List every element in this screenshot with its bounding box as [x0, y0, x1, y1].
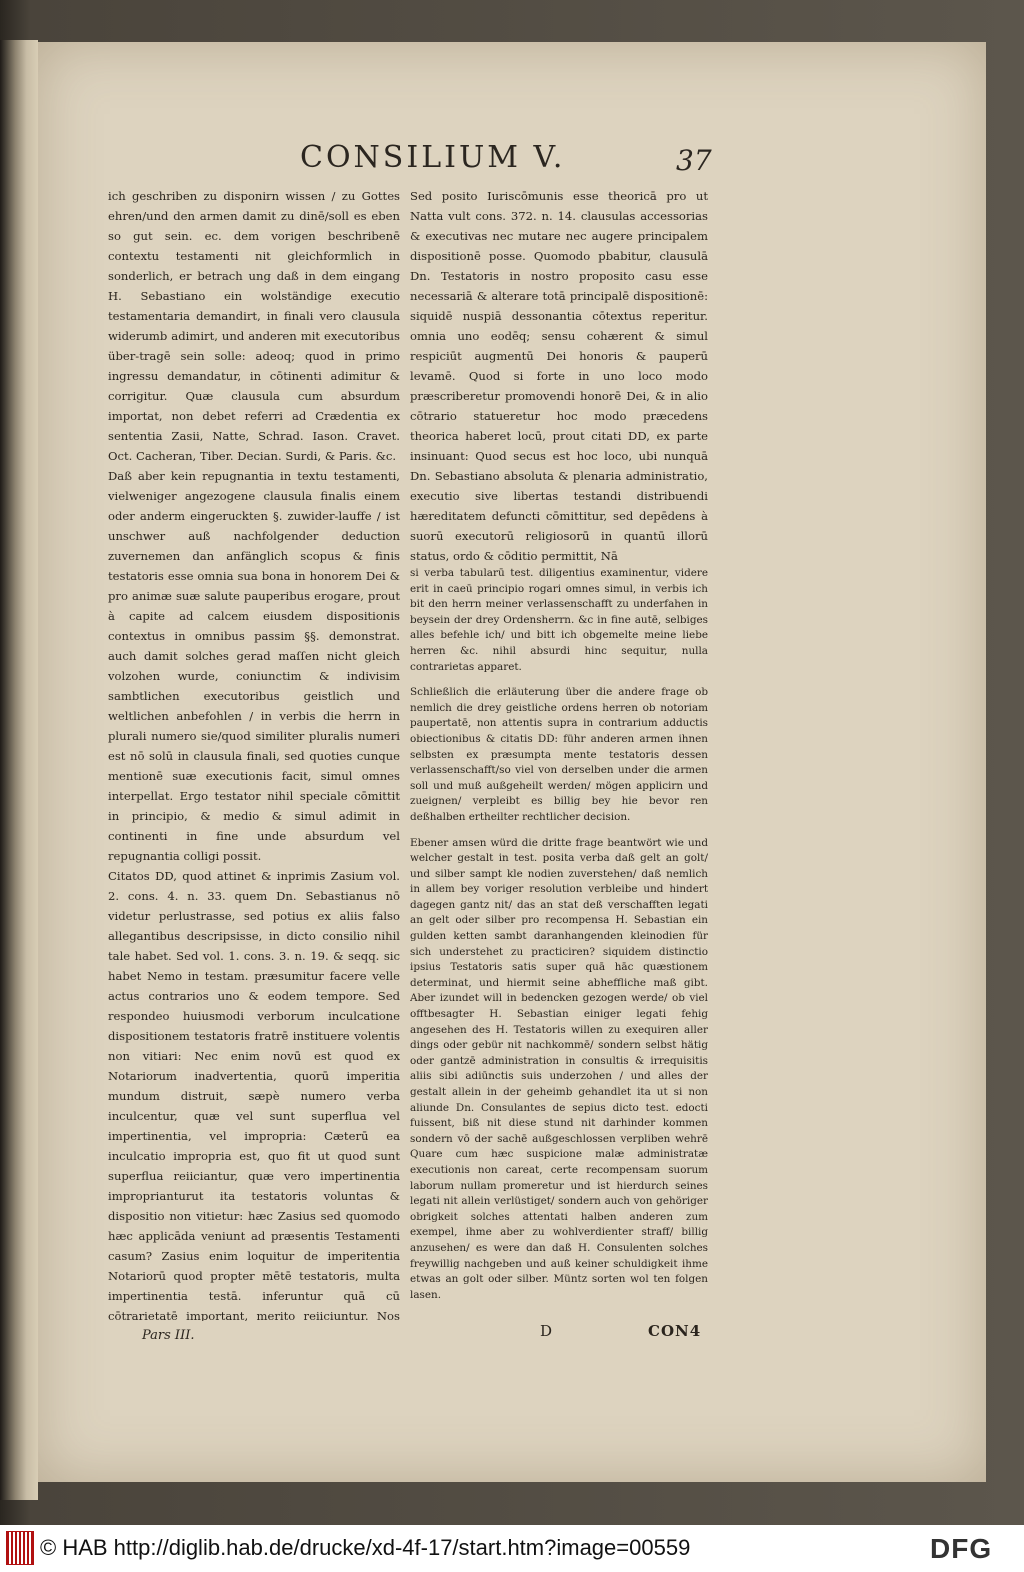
book-spine-edge [0, 40, 38, 1500]
page-number: 37 [676, 144, 712, 177]
left-paragraph-1: ich geschriben zu disponirn wissen / zu Gottes ehren/und den armen damit zu dinē/soll es eben so gut sein. ec. dem vorigen beschribenē contextu testamenti nit gleichformlich in sonderlich, er betrach ung daß in dem eingang H. Sebastiano ein wolständige executio testamentaria demandirt, in finali vero clausula widerumb adimirt, und anderen mit executoribus über-tragē sein solle: adeoq; quod in primo ingressu demandatur, in cōtinenti adimitur & corrigitur. Quæ clausula cum absurdum importat, non debet referri ad Crædentia ex sententia Zasii, Natte, Schrad. Iason. Cravet. Oct. Cacheran, Tiber. Decian. Surdi, & Paris. &c. [108, 189, 400, 463]
credit-link[interactable]: © HAB http://diglib.hab.de/drucke/xd-4f-17/start.htm?image=00559 [40, 1535, 691, 1560]
catchword: CON4 [648, 1322, 702, 1340]
right-small-paragraph-3: Ebener amsen würd die dritte frage beantwört wie und welcher gestalt in test. posita verba daß gelt an golt/ und silber sampt kle nodien zuverstehen/ daß nemlich in allem bey voriger resolution verbleibe und hindert dagegen gantz nit/ das an stat deß verschafften legati an gelt oder silber pro recompensa H. Sebastian ein gulden ketten sambt daranhangenden kleinodien für sich understehet zu practiciren? siquidem distinctio ipsius Testatoris satis super quā hāc quæstionem determinat, und hiermit seine abheffliche maß gibt. Aber izundet will in bedencken gezogen werde/ ob viel offtbesagter H. Sebastian einiger legati fehig angesehen des H. Testatoris willen zu exequiren aller dings oder gebür nit nachkommē/ sondern selbst hätig oder gantzē administration in consultis & irrequisitis aliis sibi adiūnctis suis underzohen / und alles der gestalt allein in der geheimb gehandlet ita ut si non aliunde Dn. Consulantes de sepius dicto test. edocti fuissent, biß nit diese stund nit darhinder kommen sondern vō der sachē außgeschlossen verpliben wehrē Quare cum hæc suspicione malæ administratæ executionis non careat, certe recompensam suorum laborum nullam promeretur und ist hierdurch seines legati nit allein verlüstiget/ sondern auch von gehöriger obrigkeit solches attentati halben anderen zum exempel, ihme aber zu wohlverdienter straff/ billig anzusehen/ es were dan daß H. Consulenten solches freywillig nachgeben und auß keiner schuldigkeit ihme etwas an golt oder silber. Müntz sorten wol ten folgen lasen. [410, 836, 708, 1301]
right-small-paragraph-1: si verba tabularū test. diligentius examinentur, videre erit in caeū principio rogari omnes simul, in verbis ich bit den herrn meiner verlassenschafft zu underfahen in beysein der drey Ordensherrn. &c in fine autē, selbiges alles befehle ich/ und bitt ich obgemelte meine liebe herren &c. nihil absurdi hinc sequitur, nulla contrarietas apparet. [410, 567, 708, 673]
right-small-paragraph-2: Schließlich die erläuterung über die andere frage ob nemlich die drey geistliche ordens herren ob notoriam paupertatē, non attentis supra in contrarium adductis obiectionibus & citatis DD: führ anderen armen ihnen selbsten ex præsumpta mente testatoris dessen verlassenschafft/so viel von derselben under die armen soll und muß außgeheilt werden/ mögen applicirn und zueignen/ verpleibt es billig bey hie bevor ren deßhalben ertheilter rechtlicher decision. [410, 686, 708, 823]
left-paragraph-3: Citatos DD, quod attinet & inprimis Zasium vol. 2. cons. 4. n. 33. quem Dn. Sebastianus nō videtur perlustrasse, sed potius ex aliis falso allegantibus descripsisse, in dicto consilio nihil tale habet. Sed vol. 1. cons. 3. n. 19. & seqq. sic habet Nemo in testam. præsumitur facere velle actus contrarios uno & eodem tempore. Sed respondeo huiusmodi verborum inculcatione dispositionem testatoris fratrē instituere volentis non vitiari: Nec enim novū est quod ex Notariorum inadvertentia, quorū imperitia mundum distruit, sæpè numero verba inculcentur, quæ vel sunt superflua vel impertinentia, vel impropria: Cæterū ea inculcatio impropria est, quo fit ut quod sunt superflua reiiciantur, quæ vero impertinentia improprianturut ita testatoris voluntas & dispositio non vitietur: hæc Zasius sed quomodo hæc applicāda veniunt ad præsentis Testamenti casum? Zasius enim loquitur de imperitentia Notariorū quod propter mētē testatoris, multa impertinentia testā. inferuntur quā cū cōtrarietatē important, merito reiiciuntur. Nos [108, 869, 400, 1321]
gathering-letter: D [540, 1322, 553, 1340]
barcode-icon [6, 1531, 34, 1565]
credit-bar [0, 1525, 1024, 1572]
dfg-logo: DFG [930, 1533, 993, 1564]
right-paragraph-1: Sed posito Iuriscōmunis esse theoricā pro ut Natta vult cons. 372. n. 14. clausulas accessorias & executivas nec mutare nec augere principalem dispositionē posse. Quomodo pbabitur, clausulā Dn. Testatoris in nostro proposito casu esse necessariā & alterare totā principalē dispositionē: siquidē nuspiā dessonantia cōtextus reperitur. omnia uno eodēq; sensu cohærent & simul respiciūt augmentū Dei honoris & pauperū levamē. Quod si forte in uno loco modo præscriberetur promovendi honorē Dei, & in alio cōtrario statueretur hoc modo præcedens theorica haberet locū, prout citati DD, ex parte insinuant: Quod secus est hoc loco, ubi nunquā Dn. Sebastiano absoluta & plenaria administratio, executio sive libertas testandi distribuendi hæreditatem defuncti cōmittitur, sed depēdens à suorū executorū religiosorū in quantū illorū status, ordo & cōditio permittit, Nā [410, 189, 708, 563]
left-column [108, 186, 400, 1321]
right-column [410, 186, 708, 1326]
left-paragraph-2: Daß aber kein repugnantia in textu testamenti, vielweniger angezogene clausula finalis einem oder anderm eingeruckten §. zuwider-lauffe / ist unschwer auß nachfolgender deduction zuvernemen dan anfänglich scopus & finis testatoris esse omnia sua bona in honorem Dei & pro animæ suæ salute pauperibus erogare, prout à capite ad calcem eiusdem dispositionis contextus in omnibus passim §§. demonstrat. auch damit solches gerad maſſen nicht gleich volzohen wurde, coniunctim & indivisim sambtlichen executoribus geistlich und weltlichen anbefohlen / in verbis die herrn in plurali numero sie/quod similiter pluralis numeri est nō solū in clausula finali, sed quoties cunque mentionē suæ executionis facit, simul omnes interpellat. Ergo testator nihil speciale cōmittit in principio, & medio & simul adimit in continenti in fine unde absurdum vel repugnantia colligi possit. [108, 469, 400, 863]
page-title: CONSILIUM V. [300, 140, 566, 175]
signature-mark: Pars III. [142, 1328, 195, 1343]
